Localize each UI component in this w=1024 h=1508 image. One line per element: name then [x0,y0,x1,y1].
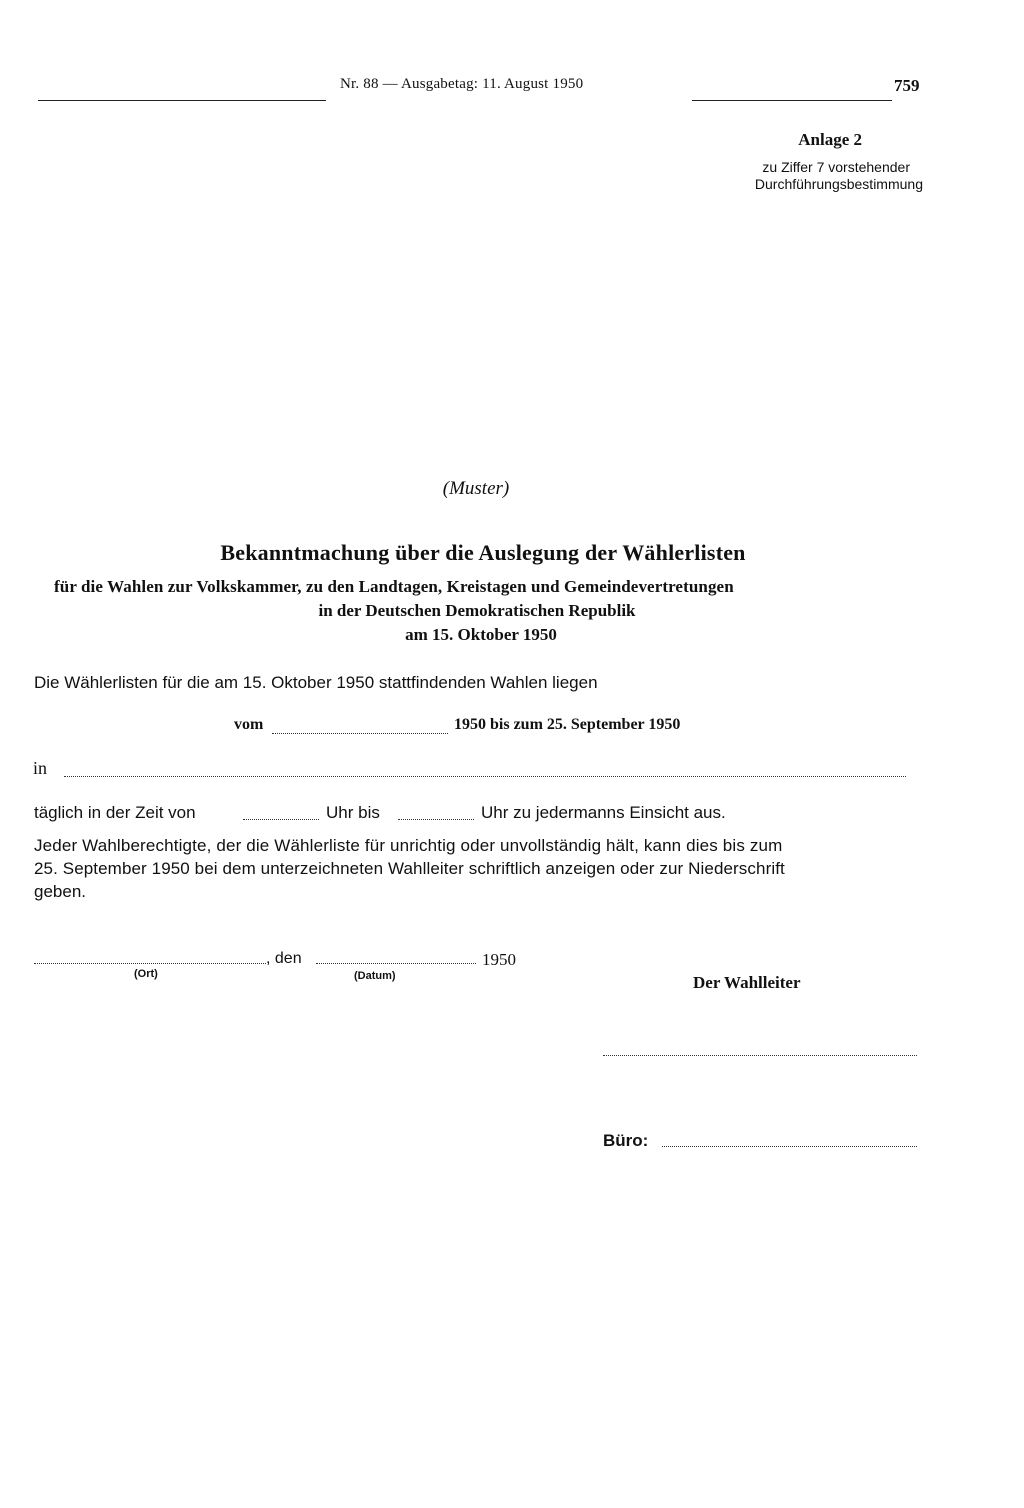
buero-label: Büro: [603,1131,649,1150]
notice-title: Bekanntmachung über die Auslegung der Wählerlisten [220,540,746,565]
wahlleiter-signature-field[interactable] [603,1055,917,1056]
wahlleiter-label: Der Wahlleiter [693,973,801,992]
ort-field[interactable] [34,963,266,964]
issue-header: Nr. 88 — Ausgabetag: 11. August 1950 [340,76,584,92]
datum-field[interactable] [316,963,476,964]
header-rule-left [38,100,326,101]
vom-suffix: 1950 bis zum 25. September 1950 [454,716,681,733]
time-to-field[interactable] [398,819,474,820]
page-number: 759 [894,76,920,95]
ort-caption: (Ort) [134,968,158,980]
time-from-field[interactable] [243,819,319,820]
paragraph-line-3: geben. [34,882,86,901]
datum-caption: (Datum) [354,970,396,982]
buero-field[interactable] [662,1146,917,1147]
header-rule-right [692,100,892,101]
paragraph-line-1: Jeder Wahlberechtigte, der die Wählerliste für unrichtig oder unvollständig hält, kann dies bis zum [34,836,783,855]
in-label: in [33,758,48,778]
daily-suffix: Uhr zu jedermanns Einsicht aus. [481,803,726,822]
notice-subtitle-2: in der Deutschen Demokratischen Republik [318,601,636,620]
annex-title: Anlage 2 [798,130,862,149]
vom-date-field[interactable] [272,733,448,734]
muster-label: (Muster) [442,478,510,499]
daily-prefix: täglich in der Zeit von [34,803,196,822]
notice-subtitle-3: am 15. Oktober 1950 [405,625,557,644]
location-field[interactable] [64,776,906,777]
annex-line1: zu Ziffer 7 vorstehender [762,159,910,175]
vom-label: vom [234,716,264,733]
uhr-bis-label: Uhr bis [326,803,380,822]
comma-den-label: , den [266,950,302,967]
annex-line2: Durchführungsbestimmung [754,176,923,192]
paragraph-line-2: 25. September 1950 bei dem unterzeichneten Wahlleiter schriftlich anzeigen oder zur Niederschrift [34,859,785,878]
year-label: 1950 [482,950,516,969]
notice-subtitle-1: für die Wahlen zur Volkskammer, zu den Landtagen, Kreistagen und Gemeindevertretungen [54,577,734,596]
intro-text: Die Wählerlisten für die am 15. Oktober 1950 stattfindenden Wahlen liegen [34,673,598,692]
